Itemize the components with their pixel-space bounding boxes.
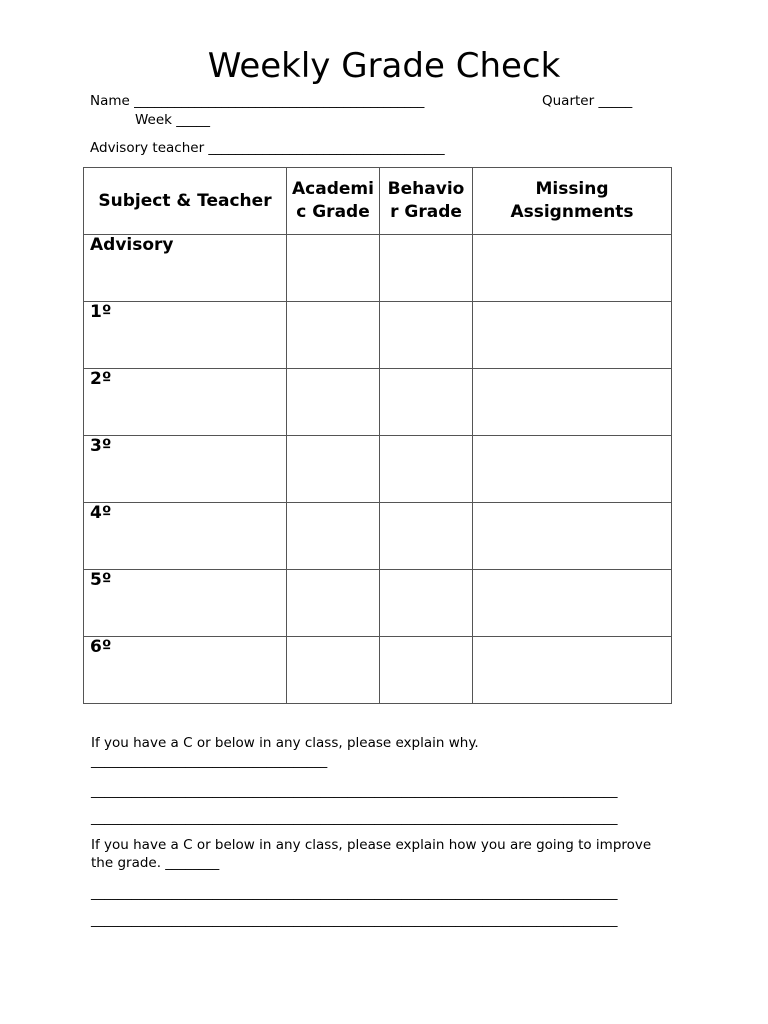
academic-grade-cell[interactable] [287, 570, 380, 637]
missing-assignments-cell[interactable] [473, 235, 672, 302]
table-row [84, 570, 672, 637]
header-missing-assignments: Missing Assignments [473, 168, 672, 235]
row-label-advisory: Advisory [84, 235, 287, 302]
academic-grade-cell[interactable] [287, 503, 380, 570]
table-row [84, 302, 672, 369]
behavior-grade-cell[interactable] [380, 302, 473, 369]
missing-assignments-cell[interactable] [473, 436, 672, 503]
missing-assignments-cell[interactable] [473, 503, 672, 570]
header-subject-teacher: Subject & Teacher [84, 168, 287, 235]
question-improve-line-a: If you have a C or below in any class, please explain how you are going to improve [91, 837, 652, 853]
quarter-field-line[interactable]: Quarter _____ [542, 93, 633, 109]
behavior-grade-cell[interactable] [380, 235, 473, 302]
name-field-line[interactable]: Name ___________________________________________ [90, 93, 425, 109]
page-title: Weekly Grade Check [207, 46, 561, 86]
behavior-grade-cell[interactable] [380, 637, 473, 704]
academic-grade-cell[interactable] [287, 436, 380, 503]
week-field-line[interactable]: Week _____ [135, 112, 211, 128]
answer-line[interactable]: ______________________________________________________________________________ [91, 912, 618, 928]
behavior-grade-cell[interactable] [380, 369, 473, 436]
row-label-period-5: 5º [84, 570, 287, 637]
row-label-period-2: 2º [84, 369, 287, 436]
header-academic-grade: Academic Grade [287, 168, 380, 235]
missing-assignments-cell[interactable] [473, 637, 672, 704]
question-explain-why: If you have a C or below in any class, please explain why. [91, 735, 479, 751]
header-behavior-grade: Behavior Grade [380, 168, 473, 235]
behavior-grade-cell[interactable] [380, 436, 473, 503]
table-row [84, 369, 672, 436]
academic-grade-cell[interactable] [287, 235, 380, 302]
advisory-teacher-field-line[interactable]: Advisory teacher ___________________________________ [90, 140, 445, 156]
row-label-period-1: 1º [84, 302, 287, 369]
missing-assignments-cell[interactable] [473, 302, 672, 369]
table-header-row [84, 168, 672, 235]
academic-grade-cell[interactable] [287, 637, 380, 704]
missing-assignments-cell[interactable] [473, 369, 672, 436]
academic-grade-cell[interactable] [287, 302, 380, 369]
answer-line[interactable]: ______________________________________________________________________________ [91, 783, 618, 799]
table-row [84, 436, 672, 503]
table-row [84, 503, 672, 570]
behavior-grade-cell[interactable] [380, 570, 473, 637]
academic-grade-cell[interactable] [287, 369, 380, 436]
row-label-period-6: 6º [84, 637, 287, 704]
grade-table [83, 167, 672, 704]
table-row [84, 235, 672, 302]
row-label-period-4: 4º [84, 503, 287, 570]
question-improve-line-b[interactable]: the grade. ________ [91, 855, 220, 871]
missing-assignments-cell[interactable] [473, 570, 672, 637]
answer-line-short[interactable]: ___________________________________ [91, 753, 328, 769]
behavior-grade-cell[interactable] [380, 503, 473, 570]
answer-line[interactable]: ______________________________________________________________________________ [91, 810, 618, 826]
answer-line[interactable]: ______________________________________________________________________________ [91, 885, 618, 901]
table-row [84, 637, 672, 704]
row-label-period-3: 3º [84, 436, 287, 503]
